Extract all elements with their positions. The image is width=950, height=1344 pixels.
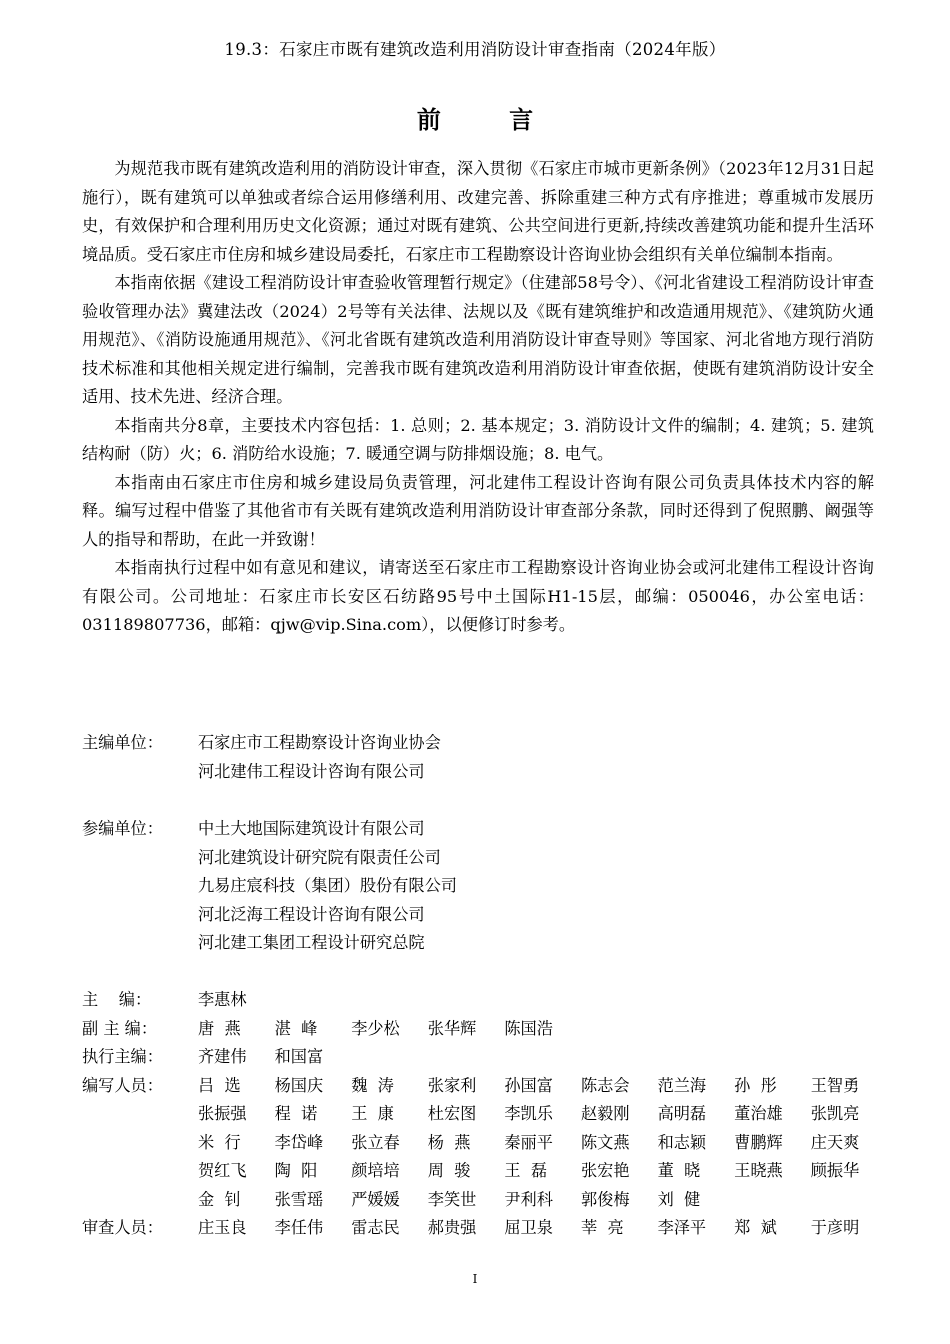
person-name: 曹鹏辉: [734, 1132, 783, 1152]
person-name: 郑 斌: [734, 1218, 777, 1237]
names-row: [198, 1043, 874, 1072]
person-name: 魏 涛: [351, 1075, 394, 1095]
person-name: 屈卫泉: [504, 1218, 553, 1237]
person-name: 王晓燕: [734, 1161, 783, 1180]
personnel-role-label: 审查人员：: [82, 1218, 163, 1237]
person-name: 张家利: [427, 1075, 477, 1095]
person-name: 董治雄: [734, 1104, 783, 1123]
person-name: 周 骏: [427, 1161, 471, 1180]
personnel-role-label: 执行主编：: [82, 1047, 163, 1066]
chief-units-label: 主编单位：: [82, 733, 163, 752]
person-name: 陈国浩: [504, 1018, 553, 1038]
names-row: [198, 1214, 887, 1243]
person-name: 陈志会: [580, 1075, 630, 1095]
person-name: 庄玉良: [198, 1218, 247, 1237]
person-name: 李任伟: [274, 1218, 324, 1237]
names-row: [198, 1157, 887, 1186]
names-row: [198, 1186, 887, 1215]
personnel-role-label: 主 编：: [82, 990, 152, 1009]
person-name: 陈文燕: [580, 1132, 630, 1152]
person-name: 李笑世: [427, 1189, 477, 1209]
names-row: [198, 1015, 874, 1044]
person-name: 和国富: [274, 1047, 324, 1066]
person-name: 孙国富: [504, 1075, 553, 1095]
personnel-group: [82, 1015, 874, 1044]
participating-units-label: 参编单位：: [82, 819, 163, 838]
person-name: 贺红飞: [198, 1161, 247, 1180]
person-name: 张华辉: [427, 1018, 477, 1038]
names-row: [198, 1129, 887, 1158]
unit-name: 九易庄宸科技（集团）股份有限公司: [198, 876, 457, 895]
unit-name: 中土大地国际建筑设计有限公司: [198, 819, 425, 838]
person-name: 李岱峰: [274, 1132, 324, 1152]
personnel-role-label: 编写人员：: [82, 1075, 163, 1095]
person-name: 吕 选: [198, 1075, 241, 1095]
person-name: 张振强: [198, 1104, 247, 1123]
person-name: 莘 亮: [580, 1218, 624, 1237]
person-name: 范兰海: [657, 1075, 707, 1095]
unit-name: 石家庄市工程勘察设计咨询业协会: [198, 733, 441, 752]
personnel-group: [82, 1072, 874, 1215]
personnel-role-label: 副 主 编：: [82, 1018, 158, 1038]
paragraph: 本指南共分8章，主要技术内容包括：1. 总则；2. 基本规定；3. 消防设计文件的编制；4. 建筑；5. 建筑结构耐（防）火；6. 消防给水设施；7. 暖通空调与防排烟设施；8. 电气。: [82, 415, 874, 463]
page-title: 前 言: [416, 105, 564, 134]
person-name: 金 钊: [198, 1189, 241, 1209]
person-name: 李凯乐: [504, 1104, 553, 1123]
person-name: 张宏艳: [580, 1161, 630, 1180]
names-row: [198, 986, 874, 1015]
paragraph: 本指南执行过程中如有意见和建议，请寄送至石家庄市工程勘察设计咨询业协会或河北建伟工程设计咨询有限公司。公司地址：石家庄市长安区石纺路95号中土国际H1-15层，邮编：050046，办公室电话：031189807736，邮箱：qjw@vip.Sina.com），以便修订时参考。: [82, 558, 874, 634]
personnel-section: [82, 986, 874, 1243]
person-name: 张立春: [351, 1132, 400, 1152]
person-name: 刘 健: [657, 1189, 701, 1209]
person-name: 颜培培: [351, 1161, 400, 1180]
person-name: 齐建伟: [198, 1047, 247, 1066]
unit-name: 河北建筑设计研究院有限责任公司: [198, 847, 441, 867]
personnel-group: [82, 1214, 874, 1243]
person-name: 程 诺: [274, 1104, 318, 1123]
person-name: 严媛媛: [351, 1189, 400, 1209]
unit-name: 河北泛海工程设计咨询有限公司: [198, 904, 425, 924]
participating-units-section: [82, 815, 874, 958]
preface-body: [82, 155, 874, 640]
chief-units-section: [82, 729, 874, 786]
person-name: 张凯亮: [810, 1104, 860, 1123]
person-name: 高明磊: [657, 1104, 707, 1123]
person-name: 杨国庆: [274, 1075, 324, 1095]
person-name: 和志颖: [657, 1132, 707, 1152]
names-row: [198, 1100, 887, 1129]
person-name: 雷志民: [351, 1218, 400, 1237]
person-name: 于彦明: [810, 1218, 860, 1237]
person-name: 郝贵强: [427, 1218, 477, 1237]
person-name: 王 磊: [504, 1161, 548, 1180]
person-name: 李少松: [351, 1018, 400, 1038]
names-row: [198, 1072, 887, 1101]
person-name: 董 晓: [657, 1161, 701, 1180]
person-name: 庄天爽: [810, 1132, 860, 1152]
paragraph: 本指南依据《建设工程消防设计审查验收管理暂行规定》（住建部58号令）、《河北省建设工程消防设计审查验收管理办法》冀建法改（2024）2号等有关法律、法规以及《既有建筑维护和改造通用规范》、《建筑防火通用规范》、《消防设施通用规范》、《河北省既有建筑改造利用消防设计审查导则》等国家、河北省地方现行消防技术标准和其他相关规定进行编制，完善我市既有建筑改造利用消防设计审查依据，使既有建筑消防设计安全适用、技术先进、经济合理。: [82, 273, 874, 406]
paragraph: 为规范我市既有建筑改造利用的消防设计审查，深入贯彻《石家庄市城市更新条例》（2023年12月31日起施行），既有建筑可以单独或者综合运用修缮利用、改建完善、拆除重建三种方式有序推进；尊重城市发展历史，有效保护和合理利用历史文化资源；通过对既有建筑、公共空间进行更新,持续改善建筑功能和提升生活环境品质。受石家庄市住房和城乡建设局委托，石家庄市工程勘察设计咨询业协会组织有关单位编制本指南。: [82, 159, 874, 264]
person-name: 王 康: [351, 1104, 394, 1123]
person-name: 顾振华: [810, 1161, 860, 1180]
unit-name: 河北建工集团工程设计研究总院: [198, 933, 425, 952]
personnel-group: [82, 1043, 874, 1072]
person-name: 李惠林: [198, 990, 247, 1009]
person-name: 张雪瑶: [274, 1189, 324, 1209]
person-name: 尹利科: [504, 1189, 553, 1209]
person-name: 秦丽平: [504, 1132, 553, 1152]
person-name: 湛 峰: [274, 1018, 318, 1038]
person-name: 唐 燕: [198, 1018, 241, 1038]
page-header: 19.3：石家庄市既有建筑改造利用消防设计审查指南（2024年版）: [224, 40, 726, 59]
page-number: I: [472, 1272, 478, 1286]
person-name: 杨 燕: [427, 1132, 471, 1152]
unit-name: 河北建伟工程设计咨询有限公司: [198, 761, 425, 781]
person-name: 孙 彤: [734, 1075, 777, 1095]
person-name: 陶 阳: [274, 1161, 318, 1180]
paragraph: 本指南由石家庄市住房和城乡建设局负责管理，河北建伟工程设计咨询有限公司负责具体技术内容的解释。编写过程中借鉴了其他省市有关既有建筑改造利用消防设计审查部分条款，同时还得到了倪照鹏、阚强等人的指导和帮助，在此一并致谢！: [82, 472, 874, 549]
person-name: 赵毅刚: [580, 1104, 630, 1123]
personnel-group: [82, 986, 874, 1015]
person-name: 郭俊梅: [580, 1189, 630, 1209]
person-name: 李泽平: [657, 1218, 707, 1237]
person-name: 杜宏图: [427, 1104, 477, 1123]
person-name: 米 行: [198, 1132, 241, 1152]
person-name: 王智勇: [810, 1075, 860, 1095]
